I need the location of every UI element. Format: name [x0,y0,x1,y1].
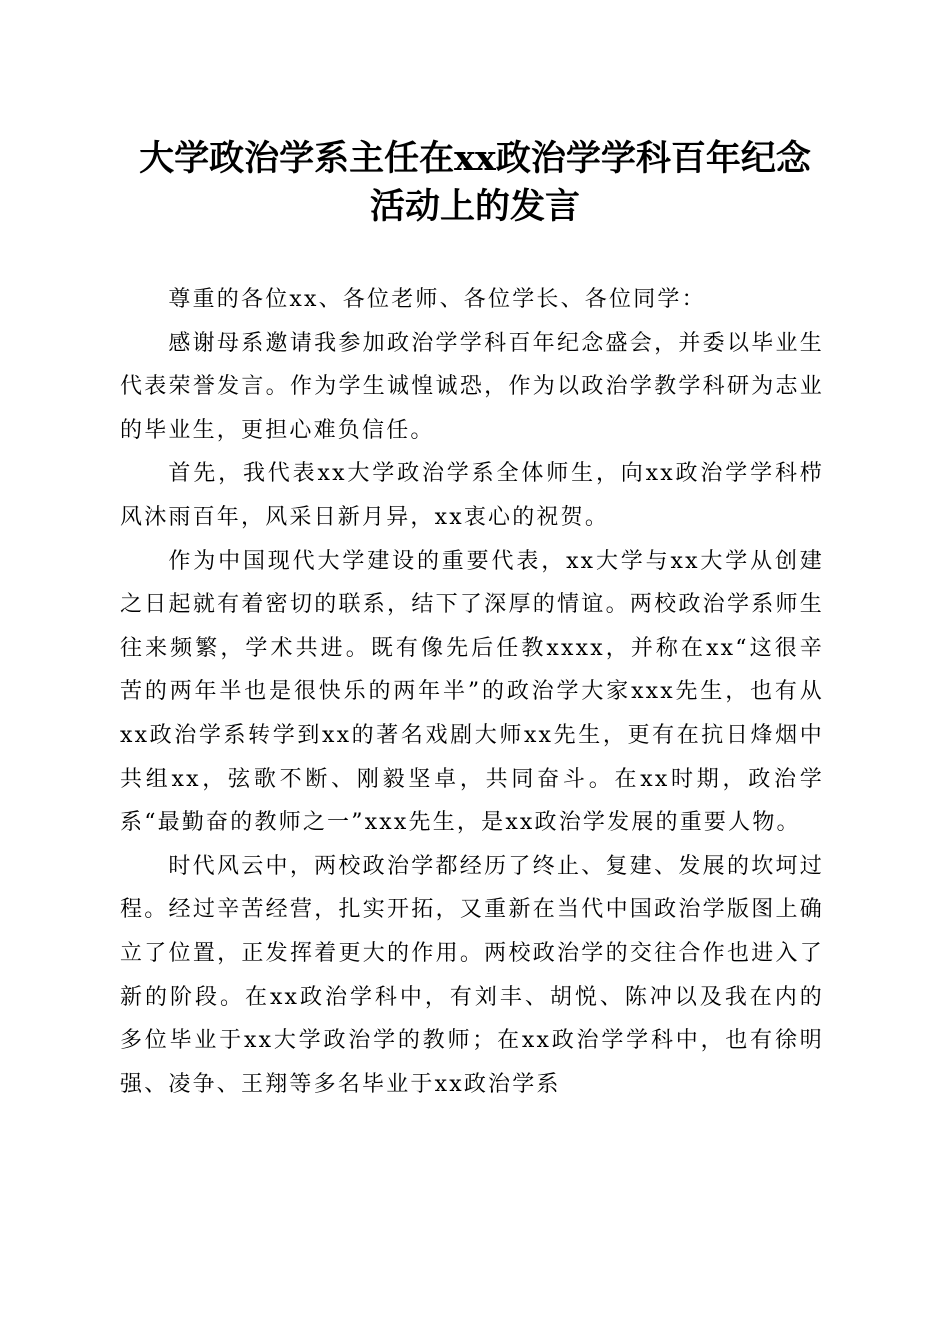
body-paragraph-congratulations: 首先，我代表xx大学政治学系全体师生，向xx政治学学科栉风沐雨百年，风采日新月异，xx衷心的祝贺。 [120,461,824,530]
salutation-paragraph: 尊重的各位xx、各位老师、各位学长、各位同学： [168,287,706,312]
body-paragraph-thanks: 感谢母系邀请我参加政治学学科百年纪念盛会，并委以毕业生代表荣誉发言。作为学生诚惶诚恐，作为以政治学教学科研为志业的毕业生，更担心难负信任。 [120,330,824,443]
body-paragraph-history: 作为中国现代大学建设的重要代表，xx大学与xx大学从创建之日起就有着密切的联系，结下了深厚的情谊。两校政治学系师生往来频繁，学术共进。既有像先后任教xxxx，并称在xx“这很辛苦的两年半也是很快乐的两年半”的政治学大家xxx先生，也有从xx政治学系转学到xx的著名戏剧大师xx先生，更有在抗日烽烟中共组xx，弦歌不断、刚毅坚卓，共同奋斗。在xx时期，政治学系“最勤奋的教师之一”xxx先生，是xx政治学发展的重要人物。 [120,548,824,836]
document-body [120,278,824,1106]
title-line-2: 活动上的发言 [369,186,580,227]
body-paragraph-development: 时代风云中，两校政治学都经历了终止、复建、发展的坎坷过程。经过辛苦经营，扎实开拓，又重新在当代中国政治学版图上确立了位置，正发挥着更大的作用。两校政治学的交往合作也进入了新的阶段。在xx政治学科中，有刘丰、胡悦、陈冲以及我在内的多位毕业于xx大学政治学的教师；在xx政治学学科中，也有徐明强、凌争、王翔等多名毕业于xx政治学系 [120,853,824,1097]
document-title [110,135,840,231]
title-line-1: 大学政治学系主任在xx政治学学科百年纪念 [139,138,811,179]
